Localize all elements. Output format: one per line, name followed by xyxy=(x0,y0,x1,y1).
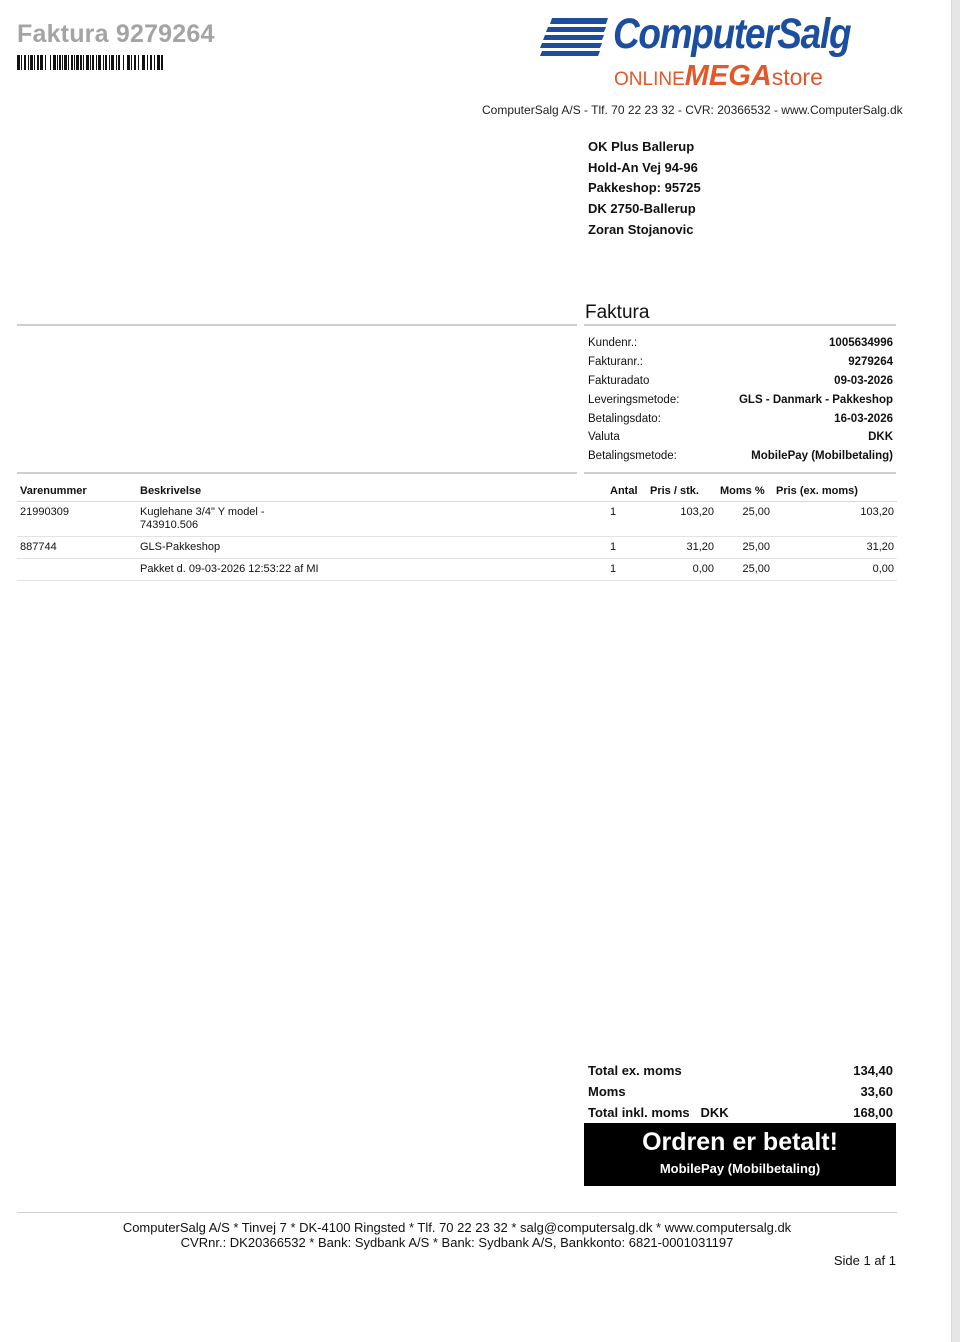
table-row xyxy=(17,559,897,581)
cell-total: 103,20 xyxy=(773,502,897,537)
cell-item-number xyxy=(17,559,137,581)
cell-item-number: 21990309 xyxy=(17,502,137,537)
col-header-item-number: Varenummer xyxy=(17,481,137,502)
meta-label: Betalingsmetode: xyxy=(588,450,677,463)
invoice-meta xyxy=(588,336,893,468)
meta-row-payment-date xyxy=(588,412,893,431)
total-ex-vat-row xyxy=(588,1063,893,1084)
meta-label: Fakturadato xyxy=(588,374,650,387)
cell-item-number: 887744 xyxy=(17,537,137,559)
address-line: Zoran Stojanovic xyxy=(588,221,694,237)
cell-unit-price: 103,20 xyxy=(647,502,717,537)
address-line: DK 2750-Ballerup xyxy=(588,201,696,217)
divider-right xyxy=(584,324,896,326)
address-line: OK Plus Ballerup xyxy=(588,139,695,154)
col-header-unit-price: Pris / stk. xyxy=(647,481,717,502)
footer xyxy=(17,1220,897,1250)
meta-value: GLS - Danmark - Pakkeshop xyxy=(738,393,893,406)
page-edge xyxy=(952,0,960,1342)
table-row xyxy=(17,537,897,559)
meta-label: Fakturanr.: xyxy=(588,355,643,368)
vat-row xyxy=(588,1084,893,1105)
footer-line: CVRnr.: DK20366532 * Bank: Sydbank A/S * Bank: Sydbank A/S, Bankkonto: 6821-0001031197 xyxy=(180,1235,734,1250)
total-ex-vat-label: Total ex. moms xyxy=(588,1063,682,1078)
company-logo xyxy=(540,10,851,94)
cell-total: 31,20 xyxy=(773,537,897,559)
meta-label: Betalingsdato: xyxy=(588,412,661,425)
invoice-title: Faktura 9279264 xyxy=(17,20,215,48)
col-header-description: Beskrivelse xyxy=(137,481,607,502)
meta-row-currency xyxy=(588,430,893,449)
address-line: Pakkeshop: 95725 xyxy=(588,180,701,196)
footer-line: ComputerSalg A/S * Tinvej 7 * DK-4100 Ringsted * Tlf. 70 22 23 32 * salg@computersalg.dk * www.computersalg.dk xyxy=(122,1220,792,1235)
page-number: Side 1 af 1 xyxy=(833,1253,896,1268)
meta-row-invoice-date xyxy=(588,374,893,393)
company-contact-line: ComputerSalg A/S - Tlf. 70 22 23 32 - CVR: 20366532 - www.ComputerSalg.dk xyxy=(482,103,903,117)
logo-mega-text: MEGA xyxy=(684,60,772,92)
items-table xyxy=(17,481,897,581)
meta-row-customer-number xyxy=(588,336,893,355)
divider-left xyxy=(17,324,577,326)
paid-banner xyxy=(584,1123,896,1186)
meta-row-invoice-number xyxy=(588,355,893,374)
meta-row-delivery-method xyxy=(588,393,893,412)
meta-label: Valuta xyxy=(588,431,620,444)
vat-value: 33,60 xyxy=(860,1084,893,1100)
col-header-quantity: Antal xyxy=(607,481,647,502)
meta-value: 1005634996 xyxy=(829,337,893,349)
currency-label: DKK xyxy=(700,1105,729,1121)
meta-row-payment-method xyxy=(588,449,893,468)
divider-left-2 xyxy=(17,472,577,474)
meta-value: DKK xyxy=(868,431,893,444)
logo-brand-text: ComputerSalg xyxy=(613,10,851,58)
total-ex-vat-value: 134,40 xyxy=(853,1063,893,1078)
cell-description: GLS-Pakkeshop xyxy=(137,537,607,559)
total-incl-vat-label: Total inkl. moms xyxy=(588,1105,690,1121)
cell-unit-price: 0,00 xyxy=(647,559,717,581)
meta-value: 16-03-2026 xyxy=(834,412,893,425)
cell-vat: 25,00 xyxy=(717,502,773,537)
meta-label: Kundenr.: xyxy=(588,337,638,349)
col-header-total: Pris (ex. moms) xyxy=(773,481,897,502)
meta-label: Leveringsmetode: xyxy=(588,393,680,406)
vat-label: Moms xyxy=(588,1084,626,1100)
footer-divider xyxy=(17,1212,897,1213)
cell-quantity: 1 xyxy=(607,537,647,559)
cell-description xyxy=(137,502,607,537)
paid-title: Ordren er betalt! xyxy=(642,1128,838,1156)
delivery-address xyxy=(588,137,701,241)
address-line: Hold-An Vej 94-96 xyxy=(588,159,698,175)
barcode-image xyxy=(17,55,163,70)
cell-total: 0,00 xyxy=(773,559,897,581)
logo-store-text: store xyxy=(771,64,823,90)
total-incl-vat-value: 168,00 xyxy=(853,1105,893,1121)
description-line: 743910.506 xyxy=(140,519,199,531)
meta-value: MobilePay (Mobilbetaling) xyxy=(751,450,893,463)
meta-value: 9279264 xyxy=(848,355,893,368)
cell-description: Pakket d. 09-03-2026 12:53:22 af MI xyxy=(137,559,607,581)
cell-vat: 25,00 xyxy=(717,559,773,581)
logo-stripes-icon xyxy=(540,18,608,58)
paid-method: MobilePay (Mobilbetaling) xyxy=(659,1161,821,1176)
divider-right-2 xyxy=(584,472,896,474)
logo-tagline xyxy=(614,60,823,93)
document-heading: Faktura xyxy=(585,302,650,323)
cell-unit-price: 31,20 xyxy=(647,537,717,559)
table-header-row xyxy=(17,481,897,502)
totals-block xyxy=(588,1063,893,1127)
meta-value: 09-03-2026 xyxy=(834,374,893,387)
logo-online-text: ONLINE xyxy=(614,69,685,90)
cell-vat: 25,00 xyxy=(717,537,773,559)
table-row xyxy=(17,502,897,537)
description-line: Kuglehane 3/4" Y model - xyxy=(140,506,265,518)
col-header-vat: Moms % xyxy=(717,481,773,502)
cell-quantity: 1 xyxy=(607,559,647,581)
cell-quantity: 1 xyxy=(607,502,647,537)
